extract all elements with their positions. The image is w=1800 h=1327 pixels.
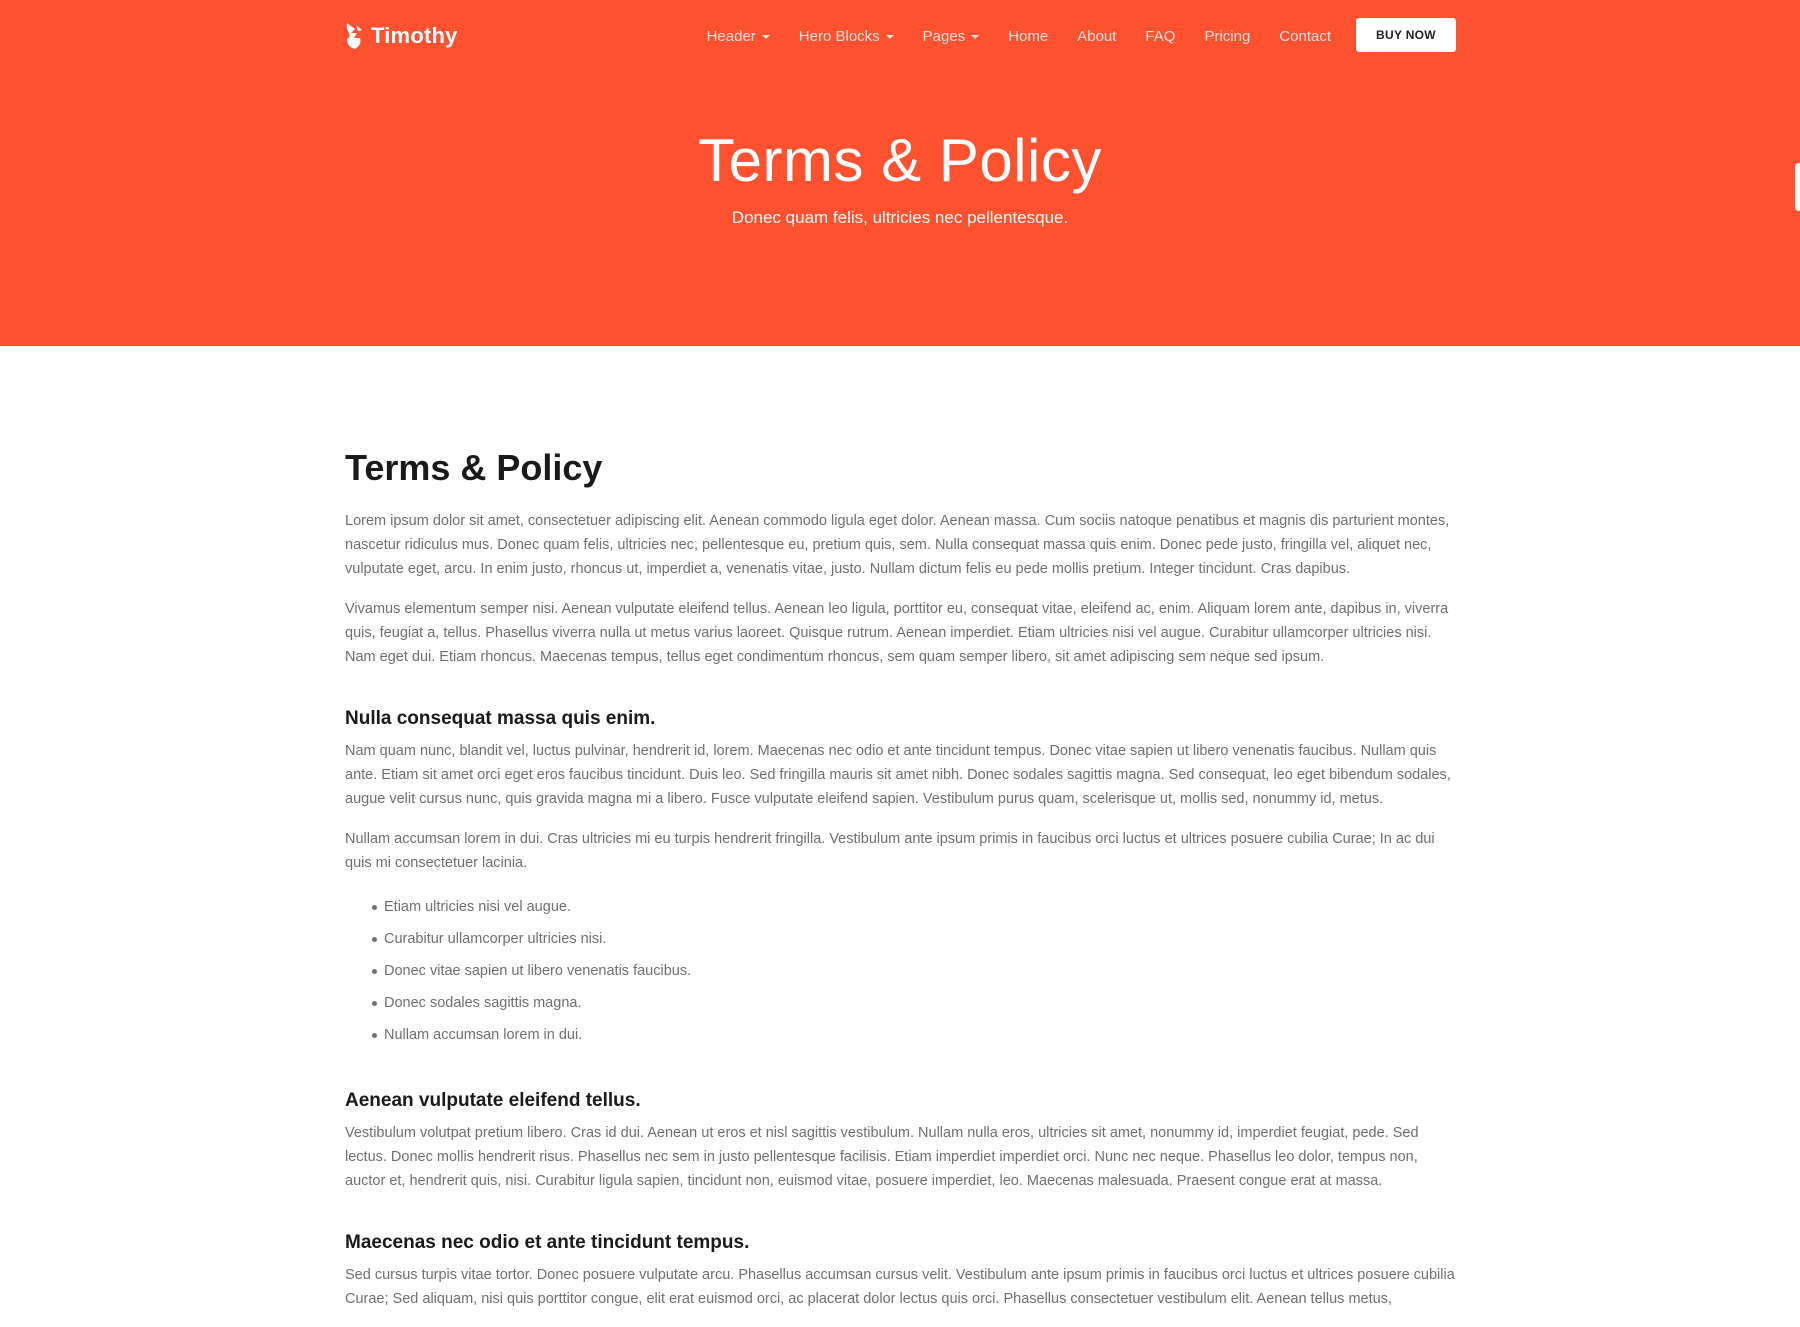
section-paragraph: Vestibulum volutpat pretium libero. Cras id dui. Aenean ut eros et nisl sagittis vestibulum. Nullam nulla eros, ultricies sit amet, nonummy id, imperdiet feugiat, pede. Sed lectus. Donec mollis hendrerit risus. Phasellus nec sem in justo pellentesque facilisis. Etiam imperdiet imperdiet orci. Nunc nec neque. Phasellus leo dolor, tempus non, auctor et, hendrerit quis, nisi. Curabitur ligula sapien, tincidunt non, euismod vitae, posuere imperdiet, leo. Maecenas malesuada. Praesent congue erat at massa. bbox=[345, 1125, 1419, 1189]
hero-section bbox=[0, 0, 1800, 346]
top-navbar bbox=[345, 18, 1456, 54]
list-item: Etiam ultricies nisi vel augue. bbox=[372, 891, 1456, 923]
nav-item-faq[interactable] bbox=[1145, 28, 1175, 45]
nav-item-pages[interactable] bbox=[923, 28, 980, 45]
nav-label: About bbox=[1077, 27, 1117, 45]
section-paragraph: Sed cursus turpis vitae tortor. Donec posuere vulputate arcu. Phasellus accumsan cursus velit. Vestibulum ante ipsum primis in faucibus orci luctus et ultrices posuere cubilia Curae; Sed aliquam, nisi quis porttitor congue, elit erat euismod orci, ac placerat dolor lectus quis orci. Phasellus consectetuer vestibulum elit. Aenean tellus metus, bbox=[345, 1267, 1455, 1307]
nav-label: Pages bbox=[922, 27, 966, 45]
content-title: Terms & Policy bbox=[345, 447, 603, 488]
nav-item-header[interactable] bbox=[707, 28, 770, 45]
nav-label: Contact bbox=[1279, 27, 1331, 45]
buy-now-button[interactable]: BUY NOW bbox=[1356, 18, 1456, 52]
list-item: Curabitur ullamcorper ultricies nisi. bbox=[372, 923, 1456, 955]
nav-label: FAQ bbox=[1145, 27, 1176, 45]
terms-content bbox=[345, 446, 1456, 1327]
section-heading: Nulla consequat massa quis enim. bbox=[345, 708, 656, 729]
nav-item-pricing[interactable] bbox=[1204, 28, 1250, 45]
hero-title: Terms & Policy bbox=[698, 127, 1102, 194]
caret-down-icon bbox=[971, 35, 979, 39]
list-item: Donec vitae sapien ut libero venenatis faucibus. bbox=[372, 955, 1456, 987]
bullet-list bbox=[372, 891, 1456, 1051]
nav-label: Home bbox=[1008, 27, 1049, 45]
section-paragraph: Nam quam nunc, blandit vel, luctus pulvinar, hendrerit id, lorem. Maecenas nec odio et ante tincidunt tempus. Donec vitae sapien ut libero venenatis faucibus. Nullam quis ante. Etiam sit amet orci eget eros faucibus tincidunt. Duis leo. Sed fringilla mauris sit amet nibh. Donec sodales sagittis magna. Sed consequat, leo eget bibendum sodales, augue velit cursus nunc, quis gravida magna mi a libero. Fusce vulputate eleifend sapien. Vestibulum purus quam, scelerisque ut, mollis sed, nonummy id, metus. bbox=[345, 743, 1451, 807]
nav-label: Header bbox=[706, 27, 756, 45]
section-heading: Maecenas nec odio et ante tincidunt tempus. bbox=[345, 1232, 750, 1253]
nav-item-about[interactable] bbox=[1077, 28, 1116, 45]
hero-subtitle: Donec quam felis, ultricies nec pellentesque. bbox=[731, 208, 1069, 227]
section-paragraph: Nullam accumsan lorem in dui. Cras ultricies mi eu turpis hendrerit fringilla. Vestibulum ante ipsum primis in faucibus orci luctus et ultrices posuere cubilia Curae; In ac dui quis mi consectetuer lacinia. bbox=[345, 831, 1435, 871]
section-heading: Aenean vulputate eleifend tellus. bbox=[345, 1090, 641, 1111]
main-menu bbox=[707, 18, 1331, 54]
caret-down-icon bbox=[762, 35, 770, 39]
list-item: Donec sodales sagittis magna. bbox=[372, 987, 1456, 1019]
nav-label: Pricing bbox=[1204, 27, 1251, 45]
nav-item-home[interactable] bbox=[1008, 28, 1048, 45]
intro-paragraph: Vivamus elementum semper nisi. Aenean vulputate eleifend tellus. Aenean leo ligula, porttitor eu, consequat vitae, eleifend ac, enim. Aliquam lorem ante, dapibus in, viverra quis, feugiat a, tellus. Phasellus viverra nulla ut metus varius laoreet. Quisque rutrum. Aenean imperdiet. Etiam ultricies nisi vel augue. Curabitur ullamcorper ultricies nisi. Nam eget dui. Etiam rhoncus. Maecenas tempus, tellus eget condimentum rhoncus, sem quam semper libero, sit amet adipiscing sem neque sed ipsum. bbox=[345, 601, 1449, 665]
intro-paragraph: Lorem ipsum dolor sit amet, consectetuer adipiscing elit. Aenean commodo ligula eget dolor. Aenean massa. Cum sociis natoque penatibus et magnis dis parturient montes, nascetur ridiculus mus. Donec quam felis, ultricies nec, pellentesque eu, pretium quis, sem. Nulla consequat massa quis enim. Donec pede justo, fringilla vel, aliquet nec, vulputate eget, arcu. In enim justo, rhoncus ut, imperdiet a, venenatis vitae, justo. Nullam dictum felis eu pede mollis pretium. Integer tincidunt. Cras dapibus. bbox=[345, 513, 1450, 577]
list-item: Nullam accumsan lorem in dui. bbox=[372, 1019, 1456, 1051]
nav-item-contact[interactable] bbox=[1279, 28, 1331, 45]
nav-item-hero-blocks[interactable] bbox=[799, 28, 894, 45]
side-panel-toggle[interactable] bbox=[1795, 163, 1800, 211]
brand-logo[interactable] bbox=[345, 20, 458, 52]
wing-logo-icon bbox=[345, 21, 365, 51]
nav-label: Hero Blocks bbox=[798, 27, 880, 45]
caret-down-icon bbox=[886, 35, 894, 39]
brand-name: Timothy bbox=[371, 23, 458, 48]
